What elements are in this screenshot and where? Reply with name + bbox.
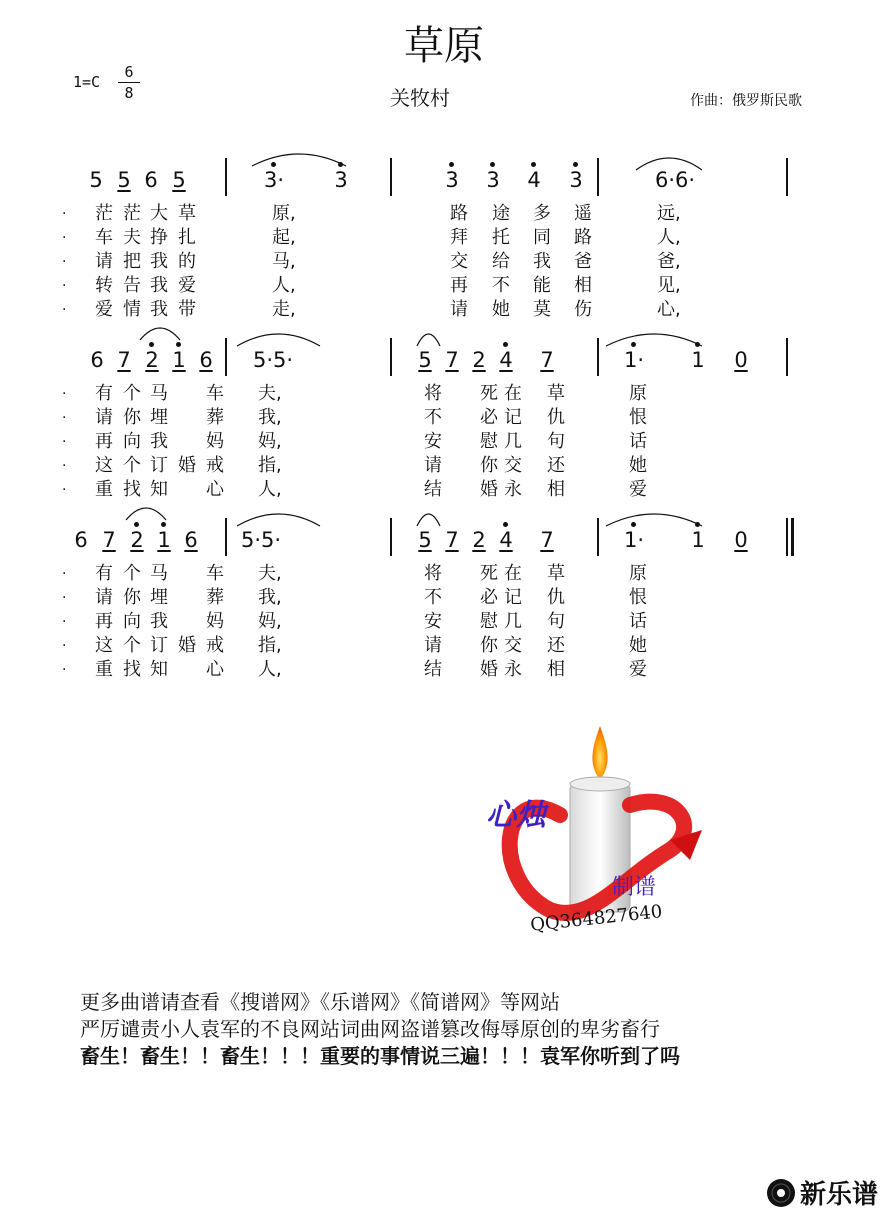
verse-bullet: · [62,614,67,630]
lyric-char: 订 [150,635,168,656]
bar-line [225,518,227,556]
lyric-char: 不 [492,275,510,296]
lyric-char: 有 [95,383,113,404]
lyric-char: 话 [629,611,647,632]
lyric-char: 我, [258,587,282,608]
lyric-char: 将 [424,563,442,584]
lyric-char: 安 [424,611,442,632]
key-signature: 1=C [73,73,101,91]
lyric-char: 我 [150,251,168,272]
verse-bullet: · [62,458,67,474]
lyric-char: 走, [272,299,296,320]
lyric-char: 原 [629,563,647,584]
lyric-char: 几 [504,431,522,452]
verse-bullet: · [62,386,67,402]
note: 6 [144,168,158,192]
verse-bullet: · [62,230,67,246]
high-octave-dot [503,342,508,347]
lyric-char: 她 [629,455,647,476]
bar-line [786,158,788,196]
high-octave-dot [573,162,578,167]
note: 3 [486,168,500,192]
note: 4 [499,348,513,372]
note: 5·5· [240,528,282,552]
note: 5 [89,168,103,192]
lyric-char: 婚 [480,479,498,500]
lyric-char: 结 [424,659,442,680]
note: 3 [445,168,459,192]
lyric-char: 必 [480,587,498,608]
lyric-char: 情 [123,299,141,320]
note: 5·5· [252,348,294,372]
note: 4 [527,168,541,192]
slur-arc [417,328,440,348]
bar-line [390,158,392,196]
lyric-char: 这 [95,455,113,476]
verse-bullet: · [62,590,67,606]
lyric-char: 茫 [123,203,141,224]
lyric-char: 扎 [178,227,196,248]
meter-top: 6 [124,63,134,81]
lyric-char: 我 [150,431,168,452]
note: 3 [569,168,583,192]
lyric-char: 知 [150,479,168,500]
bar-line [225,338,227,376]
verse-bullet: · [62,254,67,270]
note: 7 [540,528,554,552]
lyric-char: 车 [206,383,224,404]
lyric-char: 爱 [629,659,647,680]
footer-line-2: 严厉谴责小人袁军的不良网站词曲网盗谱篡改侮辱原创的卑劣畜行 [80,1017,660,1041]
lyric-char: 埋 [150,407,168,428]
logo-text: 新乐谱 [799,1180,878,1210]
lyric-char: 莫 [533,299,551,320]
note: 1 [172,348,186,372]
note: 6 [74,528,88,552]
slur-arc [126,502,166,522]
lyric-char: 远, [657,203,681,224]
lyric-char: 大 [150,203,168,224]
lyric-char: 找 [123,659,141,680]
bar-line [597,338,599,376]
slur-arc [237,508,320,528]
lyric-char: 心, [657,299,681,320]
lyric-char: 个 [123,563,141,584]
meter-bottom: 8 [118,82,140,103]
note: 6·6· [654,168,696,192]
slur-arc [140,322,180,342]
high-octave-dot [490,162,495,167]
lyric-char: 马 [150,563,168,584]
high-octave-dot [134,522,139,527]
lyric-char: 请 [424,455,442,476]
lyric-char: 交 [504,635,522,656]
lyric-char: 请 [424,635,442,656]
note: 6 [199,348,213,372]
song-title: 草原 [404,23,484,69]
lyric-char: 挣 [150,227,168,248]
lyric-char: 你 [480,455,498,476]
lyric-char: 恨 [629,587,647,608]
bar-line [786,338,788,376]
lyric-char: 戒 [206,635,224,656]
lyric-char: 记 [504,407,522,428]
lyric-char: 茫 [95,203,113,224]
lyric-char: 相 [547,659,565,680]
note: 7 [540,348,554,372]
lyric-char: 人, [272,275,296,296]
lyric-char: 不 [424,587,442,608]
bar-line [597,158,599,196]
lyric-char: 妈 [206,611,224,632]
lyricist: 关牧村 [390,86,450,110]
slur-arc [252,148,346,168]
note: 1 [157,528,171,552]
lyric-char: 路 [450,203,468,224]
lyric-char: 草 [547,563,565,584]
lyric-char: 原, [272,203,296,224]
high-octave-dot [161,522,166,527]
lyric-char: 多 [533,203,551,224]
lyric-char: 爱 [629,479,647,500]
lyric-char: 遥 [574,203,592,224]
lyric-char: 恨 [629,407,647,428]
lyric-char: 戒 [206,455,224,476]
lyric-char: 带 [178,299,196,320]
lyric-char: 慰 [480,611,498,632]
lyric-char: 请 [95,251,113,272]
lyric-char: 夫, [258,563,282,584]
lyric-char: 把 [123,251,141,272]
lyric-char: 爱 [178,275,196,296]
note: 5 [117,168,131,192]
lyric-char: 永 [504,659,522,680]
note: 2 [472,528,486,552]
lyric-char: 车 [95,227,113,248]
lyric-char: 托 [492,227,510,248]
lyric-char: 她 [629,635,647,656]
lyric-char: 你 [480,635,498,656]
lyric-char: 慰 [480,431,498,452]
lyric-char: 交 [450,251,468,272]
lyric-char: 给 [492,251,510,272]
high-octave-dot [503,522,508,527]
note: 3 [334,168,348,192]
lyric-char: 请 [95,587,113,608]
lyric-char: 我, [258,407,282,428]
lyric-char: 马 [150,383,168,404]
lyric-char: 有 [95,563,113,584]
lyric-char: 能 [533,275,551,296]
verse-bullet: · [62,410,67,426]
watermark-qq: QQ364827640 [529,901,664,936]
lyric-char: 我 [150,275,168,296]
slur-arc [606,328,702,348]
note: 7 [102,528,116,552]
lyric-char: 向 [123,431,141,452]
note: 5 [418,528,432,552]
note: 1· [623,528,645,552]
lyric-char: 安 [424,431,442,452]
watermark-made: 制谱 [612,875,657,900]
footer-line-1: 更多曲谱请查看《搜谱网》《乐谱网》《简谱网》等网站 [80,990,560,1014]
lyric-char: 草 [178,203,196,224]
lyric-char: 你 [123,587,141,608]
lyric-char: 再 [450,275,468,296]
lyric-char: 我 [150,611,168,632]
lyric-char: 途 [492,203,510,224]
note: 6 [184,528,198,552]
lyric-char: 这 [95,635,113,656]
lyric-char: 你 [123,407,141,428]
note: 2 [472,348,486,372]
lyric-char: 死 [480,563,498,584]
note: 2 [130,528,144,552]
slur-arc [606,508,702,528]
verse-bullet: · [62,302,67,318]
vinyl-record-icon [766,1178,796,1208]
lyric-char: 仇 [547,407,565,428]
verse-bullet: · [62,278,67,294]
verse-bullet: · [62,206,67,222]
lyric-char: 拜 [450,227,468,248]
lyric-char: 人, [258,659,282,680]
lyric-char: 死 [480,383,498,404]
lyric-char: 找 [123,479,141,500]
verse-bullet: · [62,566,67,582]
lyric-char: 记 [504,587,522,608]
note: 4 [499,528,513,552]
lyric-char: 伤 [574,299,592,320]
lyric-char: 在 [504,383,522,404]
lyric-char: 马, [272,251,296,272]
lyric-char: 我 [533,251,551,272]
lyric-char: 葬 [206,407,224,428]
lyric-char: 句 [547,431,565,452]
lyric-char: 句 [547,611,565,632]
lyric-char: 起, [272,227,296,248]
lyric-char: 指, [258,635,282,656]
lyric-char: 话 [629,431,647,452]
lyric-char: 再 [95,431,113,452]
lyric-char: 婚 [178,455,196,476]
note: 0 [734,348,748,372]
lyric-char: 相 [574,275,592,296]
lyric-char: 原 [629,383,647,404]
high-octave-dot [176,342,181,347]
note: 0 [734,528,748,552]
lyric-char: 心 [206,479,224,500]
lyric-char: 请 [450,299,468,320]
lyric-char: 车 [206,563,224,584]
high-octave-dot [449,162,454,167]
lyric-char: 人, [657,227,681,248]
verse-bullet: · [62,482,67,498]
bar-line [225,158,227,196]
lyric-char: 结 [424,479,442,500]
lyric-char: 重 [95,659,113,680]
note: 1 [691,348,705,372]
lyric-char: 几 [504,611,522,632]
lyric-char: 转 [95,275,113,296]
lyric-char: 还 [547,635,565,656]
lyric-char: 爱 [95,299,113,320]
lyric-char: 个 [123,455,141,476]
final-bar-line [791,518,794,556]
lyric-char: 告 [123,275,141,296]
lyric-char: 还 [547,455,565,476]
lyric-char: 妈, [258,431,282,452]
bar-line [390,518,392,556]
high-octave-dot [531,162,536,167]
watermark-name: 心烛 [486,798,546,833]
lyric-char: 再 [95,611,113,632]
lyric-char: 个 [123,383,141,404]
lyric-char: 重 [95,479,113,500]
lyric-char: 不 [424,407,442,428]
lyric-char: 婚 [178,635,196,656]
bar-line [597,518,599,556]
lyric-char: 妈 [206,431,224,452]
lyric-char: 见, [657,275,681,296]
note: 6 [90,348,104,372]
lyric-char: 我 [150,299,168,320]
lyric-char: 婚 [480,659,498,680]
lyric-char: 请 [95,407,113,428]
slur-arc [417,508,440,528]
bar-line [390,338,392,376]
time-signature [118,62,140,103]
lyric-char: 指, [258,455,282,476]
lyric-char: 向 [123,611,141,632]
lyric-char: 夫, [258,383,282,404]
watermark [480,720,720,950]
lyric-char: 人, [258,479,282,500]
lyric-char: 必 [480,407,498,428]
note: 7 [445,348,459,372]
note: 7 [117,348,131,372]
note: 3· [263,168,285,192]
lyric-char: 埋 [150,587,168,608]
lyric-char: 爸, [657,251,681,272]
lyric-char: 交 [504,455,522,476]
lyric-char: 同 [533,227,551,248]
lyric-char: 永 [504,479,522,500]
verse-bullet: · [62,638,67,654]
high-octave-dot [149,342,154,347]
note: 1· [623,348,645,372]
lyric-char: 葬 [206,587,224,608]
lyric-char: 妈, [258,611,282,632]
lyric-char: 相 [547,479,565,500]
note: 5 [172,168,186,192]
lyric-char: 订 [150,455,168,476]
lyric-char: 草 [547,383,565,404]
composer: 作曲：俄罗斯民歌 [690,93,802,109]
slur-arc [237,328,320,348]
bar-line [786,518,788,556]
lyric-char: 个 [123,635,141,656]
note: 5 [418,348,432,372]
site-logo [766,1174,878,1211]
note: 7 [445,528,459,552]
note: 2 [145,348,159,372]
lyric-char: 她 [492,299,510,320]
slur-arc [636,152,702,172]
lyric-char: 爸 [574,251,592,272]
lyric-char: 路 [574,227,592,248]
lyric-char: 的 [178,251,196,272]
lyric-char: 心 [206,659,224,680]
lyric-char: 仇 [547,587,565,608]
lyric-char: 将 [424,383,442,404]
footer-line-3: 畜生！畜生！！畜生！！！重要的事情说三遍！！！袁军你听到了吗 [80,1044,680,1068]
note: 1 [691,528,705,552]
lyric-char: 知 [150,659,168,680]
verse-bullet: · [62,662,67,678]
verse-bullet: · [62,434,67,450]
lyric-char: 夫 [123,227,141,248]
lyric-char: 在 [504,563,522,584]
